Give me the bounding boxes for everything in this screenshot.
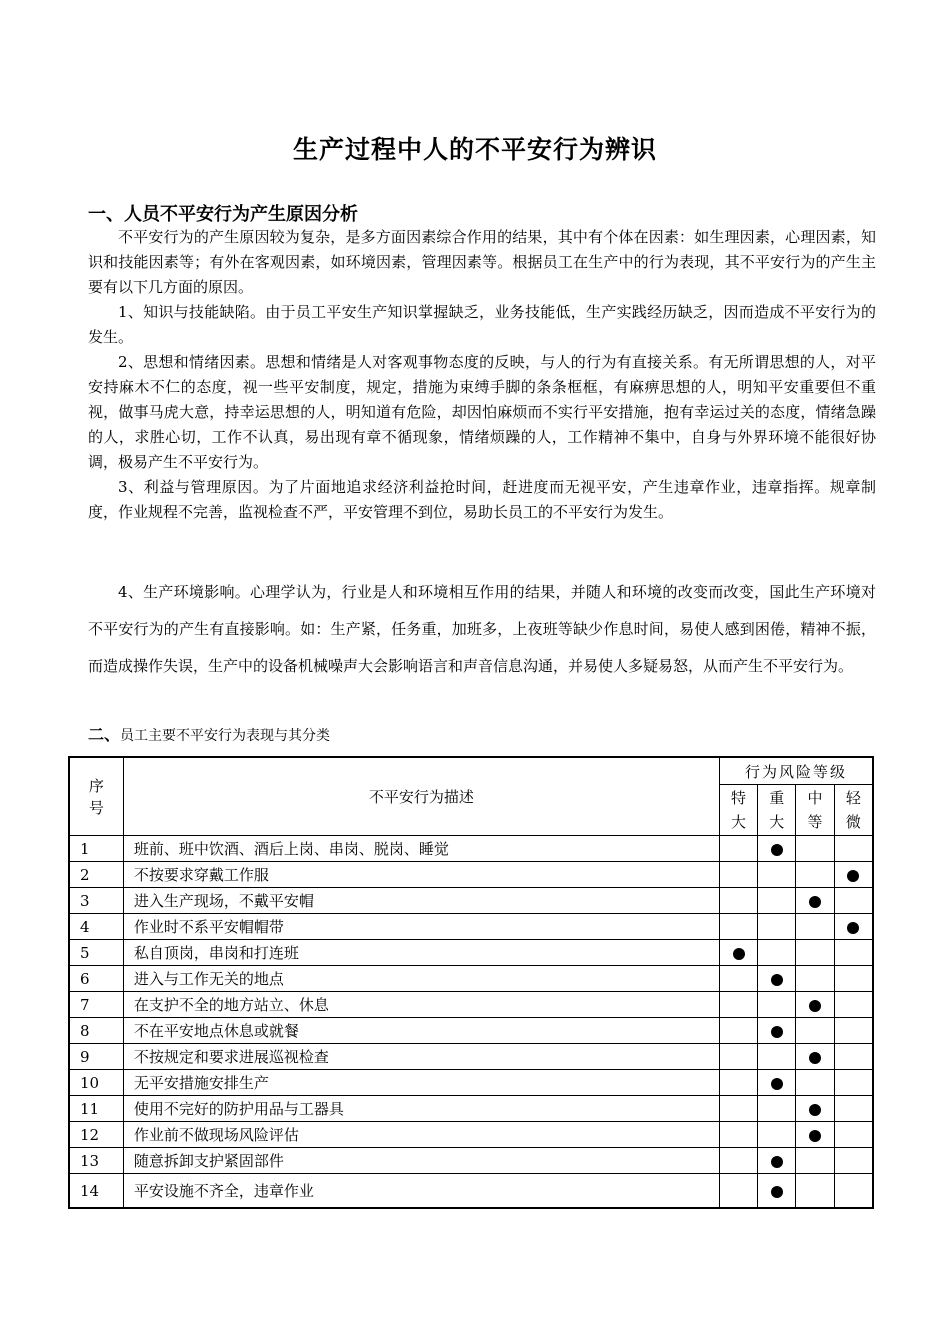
level-cell-2 <box>796 836 834 862</box>
filled-circle-icon <box>771 1026 783 1038</box>
level-cell-1 <box>758 1044 796 1070</box>
level-cell-3 <box>834 1070 873 1096</box>
level-cell-1 <box>758 914 796 940</box>
level-cell-3 <box>834 940 873 966</box>
header-description: 不平安行为描述 <box>123 757 719 836</box>
level-cell-0 <box>719 1018 757 1044</box>
row-number: 13 <box>69 1148 123 1174</box>
level-cell-3 <box>834 1018 873 1044</box>
header-level-3: 轻 微 <box>834 785 873 836</box>
level-cell-0 <box>719 1148 757 1174</box>
level-cell-0 <box>719 862 757 888</box>
filled-circle-icon <box>809 1104 821 1116</box>
filled-circle-icon <box>847 870 859 882</box>
row-number: 11 <box>69 1096 123 1122</box>
filled-circle-icon <box>771 1078 783 1090</box>
row-description: 不按规定和要求进展巡视检查 <box>123 1044 719 1070</box>
row-description: 不在平安地点休息或就餐 <box>123 1018 719 1044</box>
table-row <box>69 1018 873 1044</box>
table-row <box>69 1096 873 1122</box>
table-row <box>69 914 873 940</box>
row-number: 4 <box>69 914 123 940</box>
table-row <box>69 1070 873 1096</box>
level-cell-2 <box>796 862 834 888</box>
level-cell-1 <box>758 1096 796 1122</box>
filled-circle-icon <box>771 974 783 986</box>
header-level-2: 中 等 <box>796 785 834 836</box>
level-cell-1 <box>758 836 796 862</box>
row-number: 1 <box>69 836 123 862</box>
row-number: 9 <box>69 1044 123 1070</box>
filled-circle-icon <box>809 896 821 908</box>
table-row <box>69 1174 873 1209</box>
level-cell-1 <box>758 940 796 966</box>
filled-circle-icon <box>809 1130 821 1142</box>
row-description: 私自顶岗，串岗和打连班 <box>123 940 719 966</box>
level-cell-3 <box>834 1148 873 1174</box>
level-cell-2 <box>796 1044 834 1070</box>
row-number: 2 <box>69 862 123 888</box>
level-cell-1 <box>758 1122 796 1148</box>
table-row <box>69 1148 873 1174</box>
row-number: 6 <box>69 966 123 992</box>
filled-circle-icon <box>809 1000 821 1012</box>
row-description: 使用不完好的防护用品与工器具 <box>123 1096 719 1122</box>
level-cell-2 <box>796 940 834 966</box>
row-description: 进入与工作无关的地点 <box>123 966 719 992</box>
level-cell-2 <box>796 888 834 914</box>
level-cell-3 <box>834 1044 873 1070</box>
level-cell-3 <box>834 1096 873 1122</box>
row-description: 在支护不全的地方站立、休息 <box>123 992 719 1018</box>
level-cell-2 <box>796 1018 834 1044</box>
table-row <box>69 1044 873 1070</box>
level-cell-2 <box>796 1148 834 1174</box>
row-description: 不按要求穿戴工作服 <box>123 862 719 888</box>
level-cell-1 <box>758 1018 796 1044</box>
row-number: 3 <box>69 888 123 914</box>
table-row <box>69 940 873 966</box>
level-cell-3 <box>834 914 873 940</box>
level-cell-0 <box>719 1122 757 1148</box>
level-cell-3 <box>834 862 873 888</box>
paragraph-1: 1、知识与技能缺陷。由于员工平安生产知识掌握缺乏，业务技能低，生产实践经历缺乏，因而造成不平安行为的发生。 <box>88 303 876 346</box>
section-heading-1: 一、人员不平安行为产生原因分析 <box>88 204 358 225</box>
table-row <box>69 1122 873 1148</box>
page-title: 生产过程中人的不平安行为辨识 <box>292 135 657 164</box>
row-description: 进入生产现场，不戴平安帽 <box>123 888 719 914</box>
paragraph-intro: 不平安行为的产生原因较为复杂，是多方面因素综合作用的结果，其中有个体在因素：如生理因素，心理因素，知识和技能因素等；有外在客观因素，如环境因素，管理因素等。根据员工在生产中的行为表现，其不平安行为的产生主要有以下几方面的原因。 <box>88 228 876 296</box>
section-heading-2 <box>88 722 330 745</box>
risk-table <box>68 756 874 1209</box>
filled-circle-icon <box>733 948 745 960</box>
level-cell-0 <box>719 888 757 914</box>
paragraph-4: 4、生产环境影响。心理学认为，行业是人和环境相互作用的结果，并随人和环境的改变而改变，国此生产环境对不平安行为的产生有直接影响。如：生产紧，任务重，加班多，上夜班等缺少作息时间，易使人感到困倦，精神不振，而造成操作失误，生产中的设备机械噪声大会影响语言和声音信息沟通，并易使人多疑易怒，从而产生不平安行为。 <box>88 583 876 675</box>
row-number: 10 <box>69 1070 123 1096</box>
paragraph-2: 2、思想和情绪因素。思想和情绪是人对客观事物态度的反映，与人的行为有直接关系。有无所谓思想的人，对平安持麻木不仁的态度，视一些平安制度，规定，措施为束缚手脚的条条框框，有麻痹思想的人，明知平安重要但不重视，做事马虎大意，持幸运思想的人，明知道有危险，却因怕麻烦而不实行平安措施，抱有幸运过关的态度，情绪急躁的人，求胜心切，工作不认真，易出现有章不循现象，情绪烦躁的人，工作精神不集中，自身与外界环境不能很好协调，极易产生不平安行为。 <box>88 353 876 471</box>
level-cell-3 <box>834 966 873 992</box>
table-row <box>69 836 873 862</box>
level-cell-2 <box>796 966 834 992</box>
level-cell-2 <box>796 992 834 1018</box>
level-cell-2 <box>796 914 834 940</box>
row-description: 随意拆卸支护紧固部件 <box>123 1148 719 1174</box>
row-number: 14 <box>69 1174 123 1209</box>
row-number: 5 <box>69 940 123 966</box>
header-seq-no <box>69 757 123 836</box>
level-cell-1 <box>758 1148 796 1174</box>
level-cell-0 <box>719 1070 757 1096</box>
row-number: 7 <box>69 992 123 1018</box>
filled-circle-icon <box>809 1052 821 1064</box>
table-row <box>69 992 873 1018</box>
level-cell-1 <box>758 888 796 914</box>
level-cell-0 <box>719 1044 757 1070</box>
header-risk-level: 行为风险等级 <box>719 757 873 785</box>
level-cell-1 <box>758 992 796 1018</box>
level-cell-0 <box>719 1096 757 1122</box>
level-cell-2 <box>796 1122 834 1148</box>
level-cell-2 <box>796 1070 834 1096</box>
section-2-number: 二、 <box>88 725 121 744</box>
row-description: 无平安措施安排生产 <box>123 1070 719 1096</box>
level-cell-0 <box>719 914 757 940</box>
level-cell-1 <box>758 1174 796 1209</box>
level-cell-3 <box>834 1174 873 1209</box>
filled-circle-icon <box>771 1186 783 1198</box>
level-cell-1 <box>758 966 796 992</box>
level-cell-0 <box>719 1174 757 1209</box>
level-cell-3 <box>834 992 873 1018</box>
level-cell-2 <box>796 1174 834 1209</box>
level-cell-1 <box>758 862 796 888</box>
row-description: 班前、班中饮酒、酒后上岗、串岗、脱岗、睡觉 <box>123 836 719 862</box>
level-cell-0 <box>719 966 757 992</box>
table-row <box>69 862 873 888</box>
table-row <box>69 966 873 992</box>
filled-circle-icon <box>771 844 783 856</box>
section-2-title: 员工主要不平安行为表现与其分类 <box>120 728 331 744</box>
filled-circle-icon <box>771 1156 783 1168</box>
table-row <box>69 888 873 914</box>
level-cell-3 <box>834 836 873 862</box>
section-1-body-cont <box>88 574 876 685</box>
level-cell-0 <box>719 836 757 862</box>
paragraph-3: 3、利益与管理原因。为了片面地追求经济利益抢时间，赶进度而无视平安，产生违章作业，违章指挥。规章制度，作业规程不完善，监视检查不严，平安管理不到位，易助长员工的不平安行为发生。 <box>88 478 876 521</box>
header-level-0: 特 大 <box>719 785 757 836</box>
level-cell-0 <box>719 992 757 1018</box>
level-cell-0 <box>719 940 757 966</box>
row-description: 作业前不做现场风险评估 <box>123 1122 719 1148</box>
level-cell-1 <box>758 1070 796 1096</box>
row-number: 8 <box>69 1018 123 1044</box>
row-description: 平安设施不齐全，违章作业 <box>123 1174 719 1209</box>
level-cell-3 <box>834 1122 873 1148</box>
level-cell-3 <box>834 888 873 914</box>
header-level-1: 重 大 <box>758 785 796 836</box>
level-cell-2 <box>796 1096 834 1122</box>
section-1-body <box>88 225 876 525</box>
filled-circle-icon <box>847 922 859 934</box>
row-description: 作业时不系平安帽帽带 <box>123 914 719 940</box>
header-seq-no-label: 序 号 <box>88 776 104 817</box>
row-number: 12 <box>69 1122 123 1148</box>
